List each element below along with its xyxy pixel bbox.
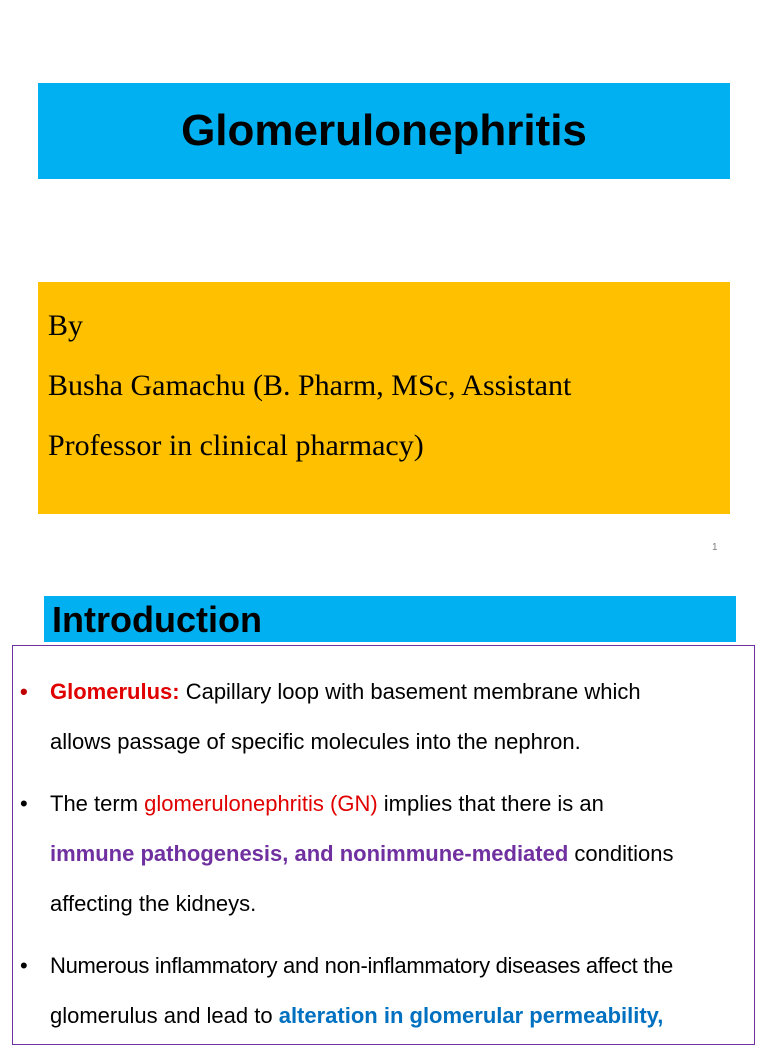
- bullet-term: Glomerulus:: [50, 679, 180, 704]
- author-box: [38, 282, 730, 514]
- bullet-text: conditions: [568, 841, 674, 866]
- bullet-text: implies that there is an: [377, 791, 604, 816]
- slide-title: Glomerulonephritis: [181, 106, 587, 155]
- title-banner: [38, 83, 730, 179]
- bullet-list: [20, 667, 750, 1041]
- section-heading-banner: [44, 596, 736, 642]
- section-heading: Introduction: [52, 599, 262, 640]
- author-line: Professor in clinical pharmacy): [48, 429, 424, 462]
- bullet-item: [20, 779, 750, 929]
- bullet-highlight: alteration in glomerular permeability,: [278, 1003, 664, 1028]
- bullet-item: [20, 941, 750, 1041]
- page-number: 1: [712, 542, 718, 553]
- bullet-text: allows passage of specific molecules into the nephron.: [50, 729, 581, 754]
- bullet-text: The term: [50, 791, 145, 816]
- bullet-highlight: glomerulonephritis (GN): [144, 791, 378, 816]
- bullet-text: affecting the kidneys.: [50, 891, 257, 916]
- author-line: By: [48, 309, 84, 342]
- bullet-text: Numerous inflammatory and non-inflammatory diseases affect the: [50, 953, 673, 978]
- author-line: Busha Gamachu (B. Pharm, MSc, Assistant: [48, 369, 572, 402]
- bullet-item: [20, 667, 750, 767]
- bullet-icon: •: [20, 791, 28, 816]
- bullet-text: glomerulus and lead to: [50, 1003, 279, 1028]
- bullet-icon: •: [20, 953, 28, 978]
- bullet-highlight: immune pathogenesis, and nonimmune-mediated: [50, 841, 569, 866]
- bullet-text: Capillary loop with basement membrane which: [179, 679, 641, 704]
- bullet-icon: •: [20, 679, 28, 704]
